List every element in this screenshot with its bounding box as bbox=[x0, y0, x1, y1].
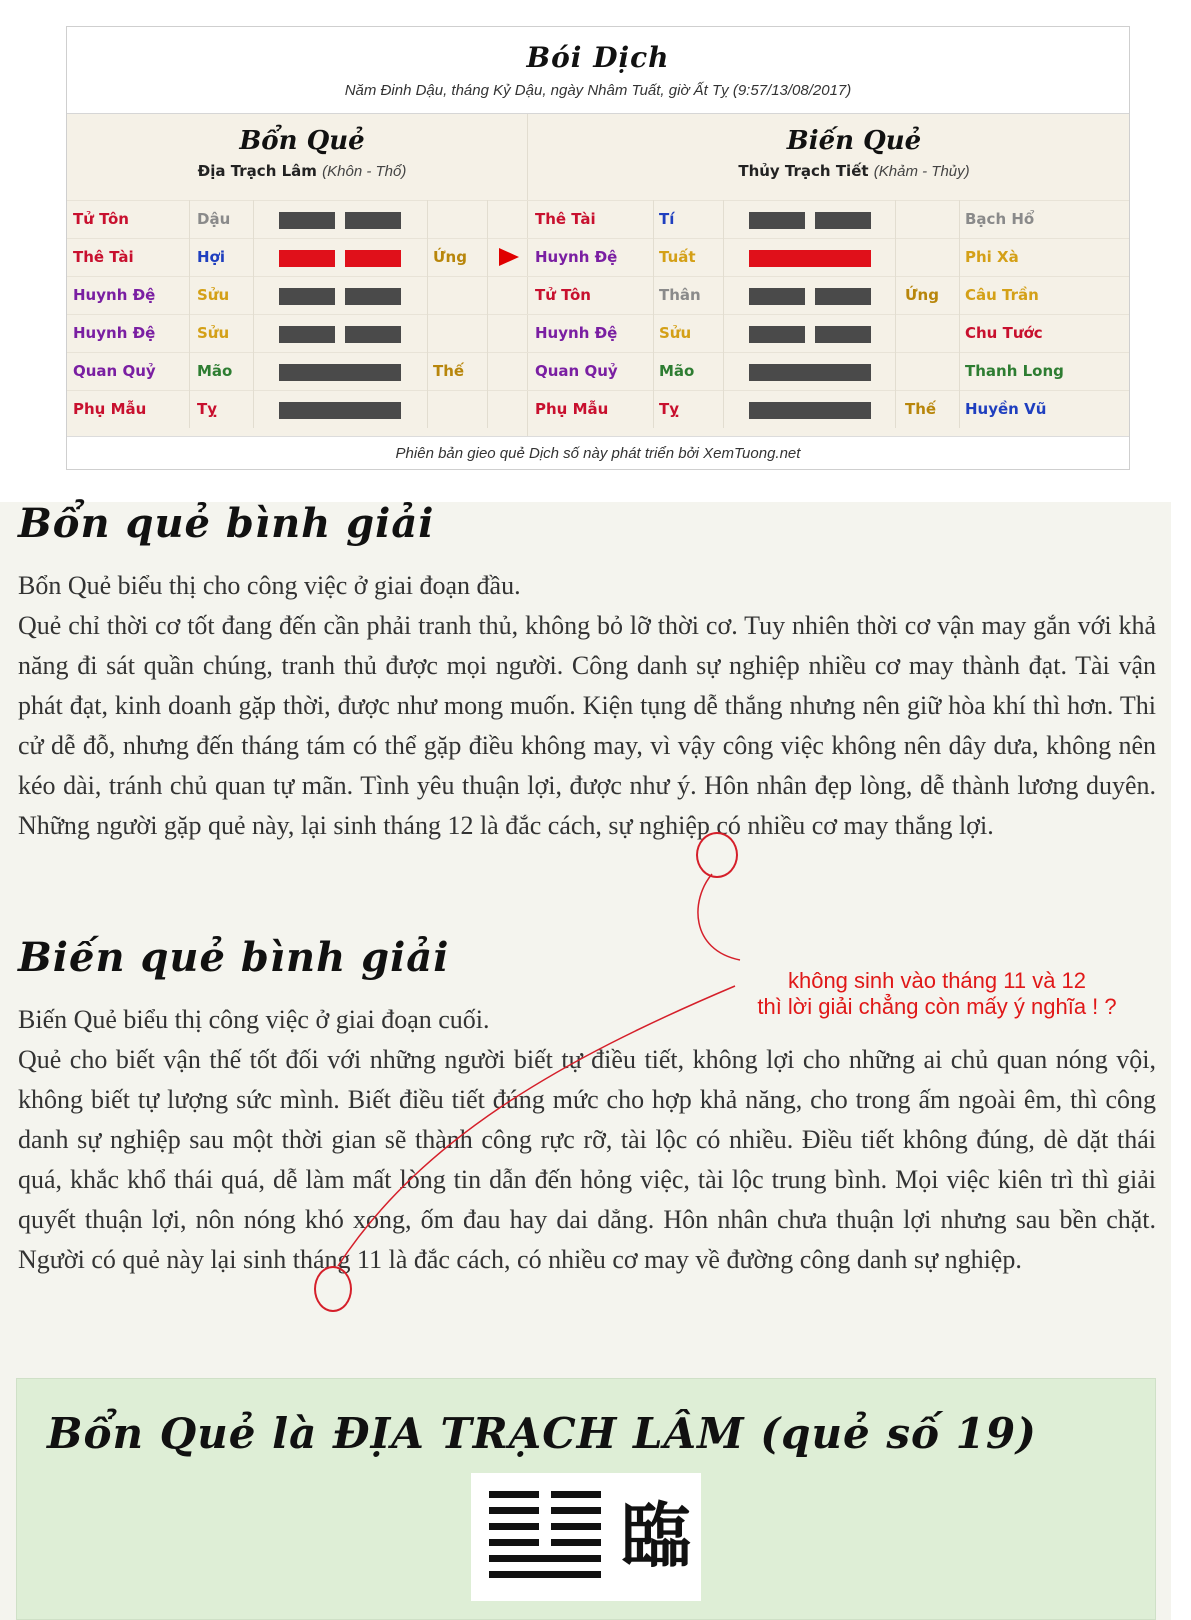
hexagram-yin-segment bbox=[551, 1523, 601, 1530]
divination-card bbox=[66, 26, 1130, 470]
six-beast-label: Câu Trần bbox=[965, 286, 1039, 304]
bien-que-line-yang-line bbox=[749, 364, 871, 381]
column-divider bbox=[895, 200, 896, 428]
ban-que-line-yang-line bbox=[279, 402, 401, 419]
changing-line-arrow-icon bbox=[499, 248, 519, 266]
ban-que-relation: Tử Tôn bbox=[73, 210, 129, 228]
ban-que-line-yin-segment bbox=[279, 326, 335, 343]
hexagram-panel bbox=[67, 114, 1129, 436]
ban-que-branch: Dậu bbox=[197, 210, 231, 228]
column-divider bbox=[959, 200, 960, 428]
bien-que-marker: Thế bbox=[905, 400, 937, 418]
column-divider bbox=[189, 200, 190, 428]
bien-que-relation: Huynh Đệ bbox=[535, 248, 618, 266]
bien-que-branch: Thân bbox=[659, 286, 701, 304]
hexagram-row bbox=[67, 352, 1129, 391]
bien-que-relation: Quan Quỷ bbox=[535, 362, 618, 380]
bien-que-relation: Huynh Đệ bbox=[535, 324, 618, 342]
bien-que-branch: Sửu bbox=[659, 324, 692, 342]
bien-que-branch: Mão bbox=[659, 362, 695, 380]
card-title: Bói Dịch bbox=[526, 41, 670, 74]
six-beast-label: Bạch Hổ bbox=[965, 210, 1035, 228]
column-divider bbox=[253, 200, 254, 428]
card-header bbox=[67, 27, 1129, 114]
ban-que-branch: Hợi bbox=[197, 248, 226, 266]
bien-que-label: Biến Quẻ bbox=[786, 126, 922, 156]
hexagram-row bbox=[67, 276, 1129, 315]
bien-que-relation: Thê Tài bbox=[535, 210, 596, 228]
annotation-note bbox=[752, 968, 1122, 1020]
ban-que-line-yin-segment bbox=[279, 288, 335, 305]
ban-que-line-yin-segment bbox=[345, 326, 401, 343]
bien-que-line-yang-line bbox=[749, 402, 871, 419]
ban-que-relation: Huynh Đệ bbox=[73, 324, 156, 342]
hexagram-summary-box bbox=[16, 1378, 1156, 1620]
ban-que-branch: Sửu bbox=[197, 324, 230, 342]
card-footer: Phiên bản gieo quẻ Dịch số này phát triển bởi XemTuong.net bbox=[67, 436, 1129, 470]
ban-que-header bbox=[67, 126, 537, 180]
bien-que-name: Thủy Trạch Tiết (Khảm - Thủy) bbox=[738, 162, 970, 180]
hexagram-summary-title: Bổn Quẻ là ĐỊA TRẠCH LÂM (quẻ số 19) bbox=[47, 1409, 1037, 1458]
circle-month-11 bbox=[314, 1266, 352, 1312]
section1-intro: Bổn Quẻ biểu thị cho công việc ở giai đoạn đầu. bbox=[18, 571, 521, 600]
bien-que-relation: Tử Tôn bbox=[535, 286, 591, 304]
circle-month-12 bbox=[696, 832, 738, 878]
hexagram-yang-line bbox=[489, 1571, 601, 1578]
bien-que-line-yang-line bbox=[749, 250, 871, 267]
bien-que-line-yin-segment bbox=[749, 326, 805, 343]
hexagram-row bbox=[67, 200, 1129, 239]
ban-que-relation: Huynh Đệ bbox=[73, 286, 156, 304]
ban-que-name: Địa Trạch Lâm (Khôn - Thổ) bbox=[197, 162, 407, 180]
six-beast-label: Huyền Vũ bbox=[965, 400, 1047, 418]
hexagram-row bbox=[67, 314, 1129, 353]
column-divider bbox=[487, 200, 488, 428]
bien-que-branch: Tỵ bbox=[659, 400, 680, 418]
hexagram-row bbox=[67, 390, 1129, 429]
hexagram-yin-segment bbox=[551, 1491, 601, 1498]
ban-que-branch: Sửu bbox=[197, 286, 230, 304]
section1-body: Quẻ chỉ thời cơ tốt đang đến cần phải tranh thủ, không bỏ lỡ thời cơ. Tuy nhiên thời cơ vận may gắn với khả năng đi sát quần chúng, tranh thủ được mọi người. Công danh sự nghiệp nhiều cơ may thành đạt. Tài vận phát đạt, kinh doanh gặp thời, được như mong muốn. Kiện tụng dễ thắng nhưng nên giữ hòa khí thì hơn. Thi cử dễ đỗ, nhưng đến tháng tám có thể gặp điều không may, vì vậy công việc không nên dây dưa, không nên kéo dài, tránh chủ quan tự mãn. Tình yêu thuận lợi, được như ý. Hôn nhân đẹp lòng, dễ thành lương duyên. Những người gặp quẻ này, lại sinh tháng 12 là đắc cách, sự nghiệp có nhiều cơ may thắng lợi. bbox=[18, 611, 1156, 840]
column-divider bbox=[723, 200, 724, 428]
section2-heading: Biến quẻ bình giải bbox=[18, 934, 450, 981]
ban-que-branch: Tỵ bbox=[197, 400, 218, 418]
ban-que-relation: Thê Tài bbox=[73, 248, 134, 266]
bien-que-line-yin-segment bbox=[815, 326, 871, 343]
ban-que-marker: Thế bbox=[433, 362, 465, 380]
ban-que-line-yang-line bbox=[279, 364, 401, 381]
bien-que-line-yin-segment bbox=[815, 212, 871, 229]
section2-intro: Biến Quẻ biểu thị công việc ở giai đoạn cuối. bbox=[18, 1005, 490, 1034]
hexagram-yin-segment bbox=[551, 1507, 601, 1514]
ban-que-line-yin-segment bbox=[279, 250, 335, 267]
ban-que-marker: Ứng bbox=[433, 248, 467, 266]
bien-que-line-yin-segment bbox=[815, 288, 871, 305]
bien-que-branch: Tí bbox=[659, 210, 675, 228]
bien-que-line-yin-segment bbox=[749, 212, 805, 229]
column-divider bbox=[427, 200, 428, 428]
annotation-line1: không sinh vào tháng 11 và 12 bbox=[787, 968, 1087, 993]
ban-que-line-yin-segment bbox=[279, 212, 335, 229]
hexagram-row bbox=[67, 238, 1129, 277]
section2-body: Quẻ cho biết vận thế tốt đối với những người biết tự điều tiết, không lợi cho những ai chủ quan nóng vội, không biết tự lượng sức mình. Biết điều tiết đúng mức cho hợp khả năng, cho trong ấm ngoài êm, thì công danh sự nghiệp sau một thời gian sẽ thành công rực rỡ, tài lộc có nhiều. Điều tiết không đúng, dè dặt thái quá, khắc khổ thái quá, dễ làm mất lòng tin dẫn đến hỏng việc, tài lộc trung bình. Mọi việc kiên trì thì giải quyết thuận lợi, nôn nóng khó xong, ốm đau hay dai dẳng. Hôn nhân chưa thuận lợi nhưng sau bền chặt. Người có quẻ này lại sinh tháng 11 là đắc cách, có nhiều cơ may về đường công danh sự nghiệp. bbox=[18, 1045, 1156, 1274]
hexagram-yang-line bbox=[489, 1555, 601, 1562]
bien-que-header bbox=[579, 126, 1129, 180]
ban-que-relation: Quan Quỷ bbox=[73, 362, 156, 380]
bien-que-marker: Ứng bbox=[905, 286, 939, 304]
hexagram-yin-segment bbox=[489, 1491, 539, 1498]
six-beast-label: Chu Tước bbox=[965, 324, 1043, 342]
ban-que-label: Bổn Quẻ bbox=[239, 126, 365, 156]
hexagram-19-lin-icon bbox=[471, 1473, 701, 1601]
bien-que-line-yin-segment bbox=[749, 288, 805, 305]
hexagram-yin-segment bbox=[489, 1539, 539, 1546]
bien-que-relation: Phụ Mẫu bbox=[535, 400, 609, 418]
annotation-line2: thì lời giải chẳng còn mấy ý nghĩa ! ? bbox=[757, 994, 1117, 1019]
ban-que-line-yin-segment bbox=[345, 288, 401, 305]
section1-heading: Bổn quẻ bình giải bbox=[18, 500, 435, 547]
hexagram-yin-segment bbox=[489, 1507, 539, 1514]
column-divider bbox=[653, 200, 654, 428]
hexagram-yin-segment bbox=[551, 1539, 601, 1546]
six-beast-label: Thanh Long bbox=[965, 362, 1064, 380]
kanji-lin: 臨 bbox=[621, 1495, 691, 1577]
ban-que-relation: Phụ Mẫu bbox=[73, 400, 147, 418]
bien-que-branch: Tuất bbox=[659, 248, 696, 266]
ban-que-line-yin-segment bbox=[345, 212, 401, 229]
card-subtitle: Năm Đinh Dậu, tháng Kỷ Dậu, ngày Nhâm Tuất, giờ Ất Tỵ (9:57/13/08/2017) bbox=[344, 82, 852, 99]
six-beast-label: Phi Xà bbox=[965, 248, 1019, 266]
ban-que-branch: Mão bbox=[197, 362, 233, 380]
ban-que-line-yin-segment bbox=[345, 250, 401, 267]
hexagram-yin-segment bbox=[489, 1523, 539, 1530]
